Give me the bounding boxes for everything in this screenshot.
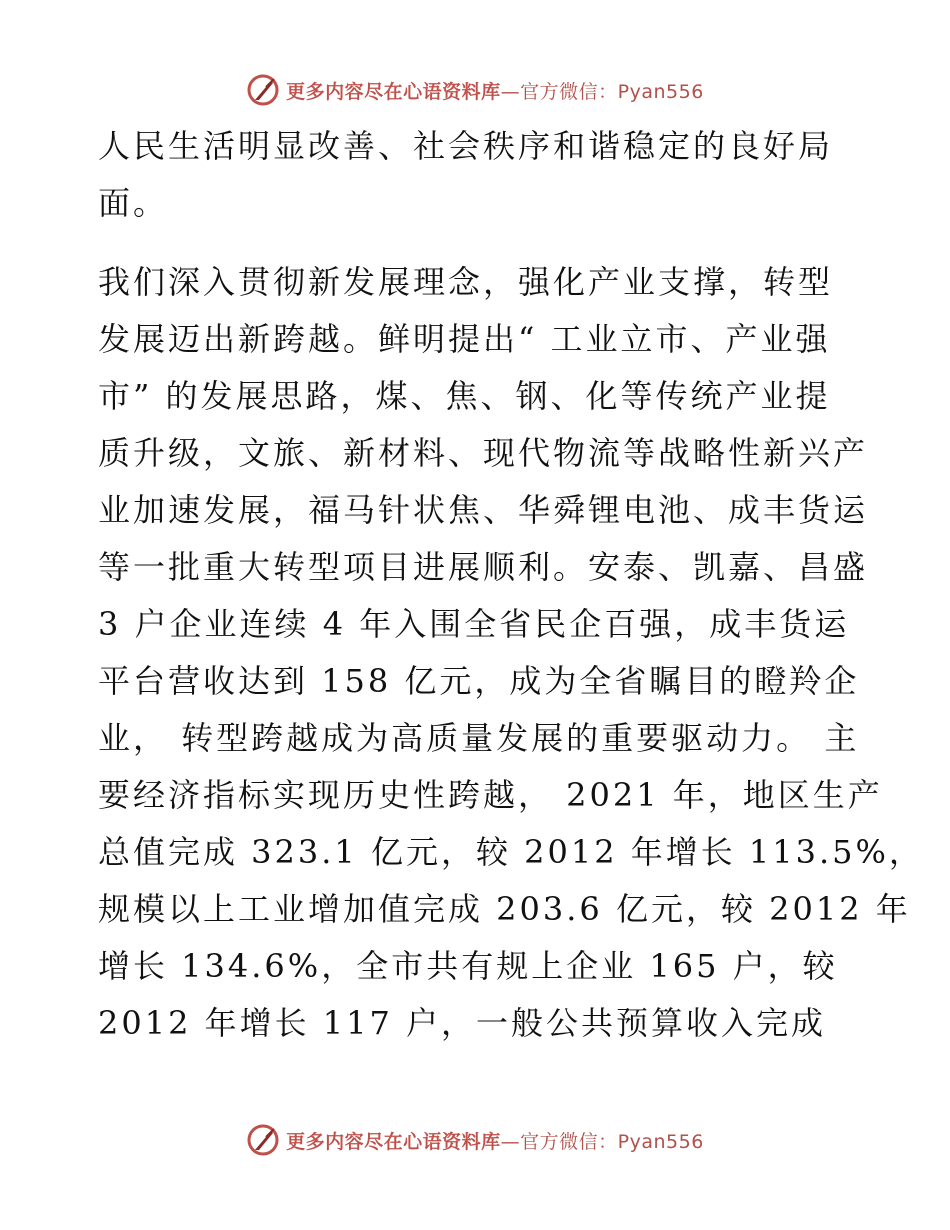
text-line: 等一批重大转型项目进展顺利。安泰、凯嘉、昌盛 — [98, 548, 869, 586]
quill-circle-icon — [246, 1123, 280, 1157]
text-line: 人民生活明显改善、社会秩序和谐稳定的良好局 — [98, 127, 834, 165]
text-line: 3 户企业连续 4 年入围全省民企百强，成丰货运 — [98, 605, 850, 643]
watermark-separator: — — [500, 80, 521, 103]
watermark-separator: — — [500, 1130, 521, 1153]
text-line: 业加速发展，福马针状焦、华舜锂电池、成丰货运 — [98, 491, 869, 529]
text-line: 增长 134.6%，全市共有规上企业 165 户，较 — [98, 947, 838, 985]
text-line: 质升级，文旅、新材料、现代物流等战略性新兴产 — [98, 434, 869, 472]
paragraph-2 — [98, 254, 924, 1052]
document-body — [98, 118, 924, 1052]
paragraph-1 — [98, 118, 868, 232]
text-line: 我们深入贯彻新发展理念，强化产业支撑，转型 — [98, 263, 834, 301]
text-line: 要经济指标实现历史性跨越， 2021 年，地区生产 — [98, 776, 883, 814]
text-line: 发展迈出新跨越。鲜明提出“ 工业立市、产业强 — [98, 320, 831, 358]
quill-circle-icon — [246, 73, 280, 107]
text-line: 规模以上工业增加值完成 203.6 亿元，较 2012 年 — [98, 890, 911, 928]
text-line: 总值完成 323.1 亿元，较 2012 年增长 113.5%， — [98, 833, 924, 871]
header-watermark — [0, 70, 950, 110]
text-line: 业， 转型跨越成为高质量发展的重要驱动力。 主 — [98, 719, 860, 757]
text-line: 市” 的发展思路，煤、焦、钢、化等传统产业提 — [98, 377, 831, 415]
text-line: 面。 — [98, 184, 169, 222]
footer-watermark — [0, 1120, 950, 1160]
text-line: 平台营收达到 158 亿元，成为全省瞩目的瞪羚企 — [98, 662, 860, 700]
watermark-wechat: 官方微信：Pyan556 — [520, 80, 704, 103]
watermark-text — [286, 1127, 704, 1154]
text-line: 2012 年增长 117 户，一般公共预算收入完成 — [98, 1004, 827, 1042]
watermark-text — [286, 77, 704, 104]
watermark-wechat: 官方微信：Pyan556 — [520, 1130, 704, 1153]
watermark-brand: 更多内容尽在心语资料库 — [286, 1130, 501, 1153]
watermark-brand: 更多内容尽在心语资料库 — [286, 80, 501, 103]
